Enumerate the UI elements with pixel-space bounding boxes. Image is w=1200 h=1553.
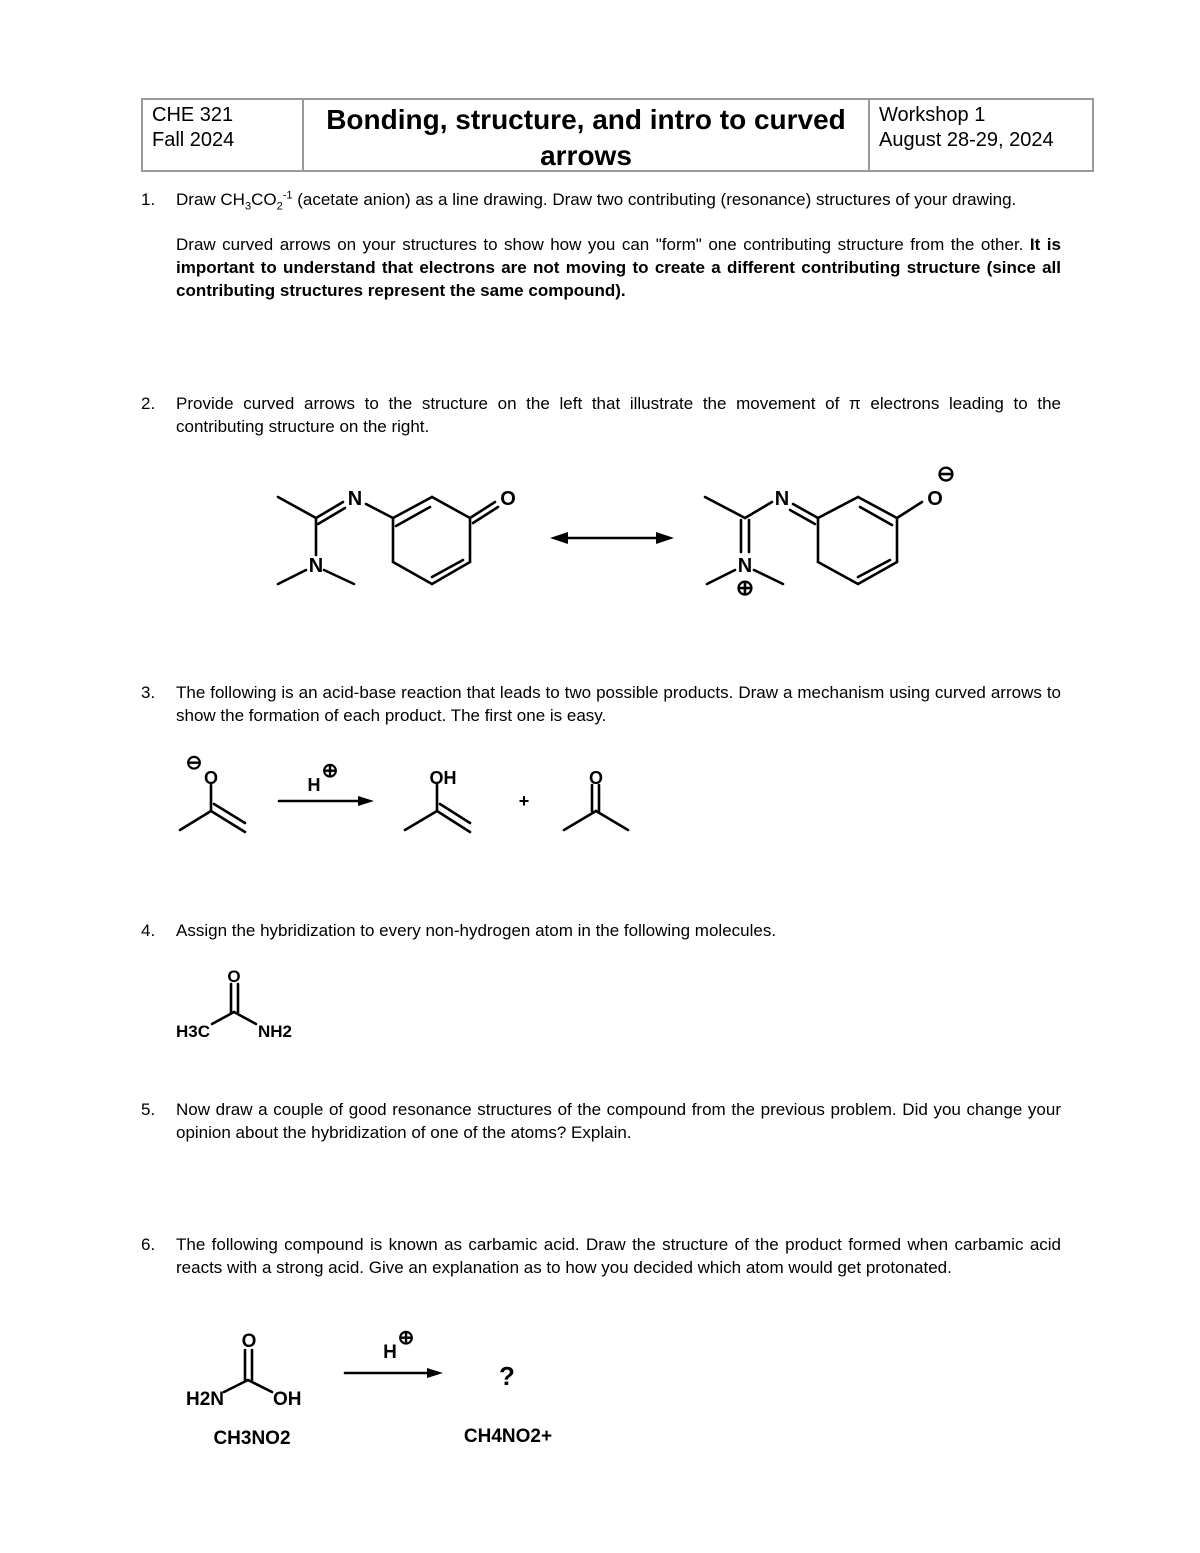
q3-arrowhead bbox=[358, 796, 374, 806]
q4-o: O bbox=[227, 967, 241, 986]
page-title: Bonding, structure, and intro to curved arrows bbox=[302, 100, 868, 170]
q6-oh: OH bbox=[273, 1389, 302, 1410]
course-term: Fall 2024 bbox=[152, 129, 235, 151]
resonance-arrowhead-right bbox=[656, 532, 674, 544]
resonance-arrowhead-left bbox=[550, 532, 568, 544]
minus-charge-icon: ⊖ bbox=[185, 752, 203, 774]
q3-reactant bbox=[180, 785, 245, 832]
q2-right-n2: N bbox=[737, 555, 753, 577]
q2-left-n1: N bbox=[347, 488, 363, 510]
plus-charge-icon: ⊕ bbox=[321, 760, 339, 782]
q3-reagent-h: H bbox=[307, 775, 321, 795]
question-6-text: The following compound is known as carbamic acid. Draw the structure of the product formed when carbamic acid reacts with a strong acid. Give an explanation as to how you decided which atom would get protonated. bbox=[176, 1235, 1061, 1277]
question-2-text: Provide curved arrows to the structure on the left that illustrate the movement of π electrons leading to the contributing structure on the right. bbox=[176, 394, 1061, 436]
question-4-text: Assign the hybridization to every non-hydrogen atom in the following molecules. bbox=[176, 921, 777, 940]
q4-nh2: NH2 bbox=[258, 1022, 293, 1041]
q3-product-oh: OH bbox=[429, 768, 457, 788]
q6-reagent-h: H bbox=[383, 1342, 397, 1363]
q6-arrowhead bbox=[427, 1368, 443, 1378]
question-1-paragraph-2: Draw curved arrows on your structures to show how you can "form" one contributing structure from the other. It is important to understand that electrons are not moving to create a different contributing structure (since all contributing structures represent the same compound). bbox=[176, 235, 1061, 300]
q6-o: O bbox=[241, 1331, 257, 1352]
question-number: 3. bbox=[141, 683, 156, 702]
course-code: CHE 321 bbox=[152, 104, 234, 126]
question-1-paragraph-1: Draw $CH_3CO_2^{-1}$ (acetate anion) as a line drawing. Draw two contributing (resonance) structures of your drawing. bbox=[176, 189, 1017, 213]
workshop-dates: August 28-29, 2024 bbox=[879, 129, 1054, 151]
q6-h2n: H2N bbox=[185, 1389, 224, 1410]
q3-reactant-o: O bbox=[203, 768, 219, 788]
question-number: 6. bbox=[141, 1235, 156, 1254]
question-number: 1. bbox=[141, 190, 156, 209]
q4-acetamide bbox=[212, 984, 256, 1024]
q6-carbamic-acid bbox=[224, 1350, 272, 1392]
q2-right-n1: N bbox=[774, 488, 790, 510]
unknown-product-mark: ? bbox=[499, 1361, 515, 1391]
q4-h3c: H3C bbox=[175, 1022, 210, 1041]
question-number: 5. bbox=[141, 1100, 156, 1119]
workshop-number: Workshop 1 bbox=[879, 104, 986, 126]
q3-ketone-o: O bbox=[588, 768, 604, 788]
product-formula: CH4NO2+ bbox=[463, 1426, 553, 1447]
minus-charge-icon: ⊖ bbox=[936, 461, 956, 486]
plus-charge-icon: ⊕ bbox=[397, 1327, 415, 1349]
reactant-formula: CH3NO2 bbox=[213, 1428, 291, 1449]
q3-product-enol bbox=[405, 785, 470, 832]
plus-charge-icon: ⊕ bbox=[735, 575, 755, 600]
question-3-text: The following is an acid-base reaction that leads to two possible products. Draw a mechanism using curved arrows to show the formation of each product. The first one is easy. bbox=[176, 683, 1061, 725]
plus-sign: + bbox=[518, 791, 530, 811]
q3-product-ketone bbox=[564, 785, 628, 830]
q2-left-o: O bbox=[500, 488, 516, 510]
question-number: 2. bbox=[141, 394, 156, 413]
question-number: 4. bbox=[141, 921, 156, 940]
q2-right-o: O bbox=[927, 488, 943, 510]
q2-left-n2: N bbox=[308, 555, 324, 577]
question-5-text: Now draw a couple of good resonance structures of the compound from the previous problem. Did you change your opinion about the hybridization of one of the atoms? Explain. bbox=[176, 1100, 1061, 1142]
